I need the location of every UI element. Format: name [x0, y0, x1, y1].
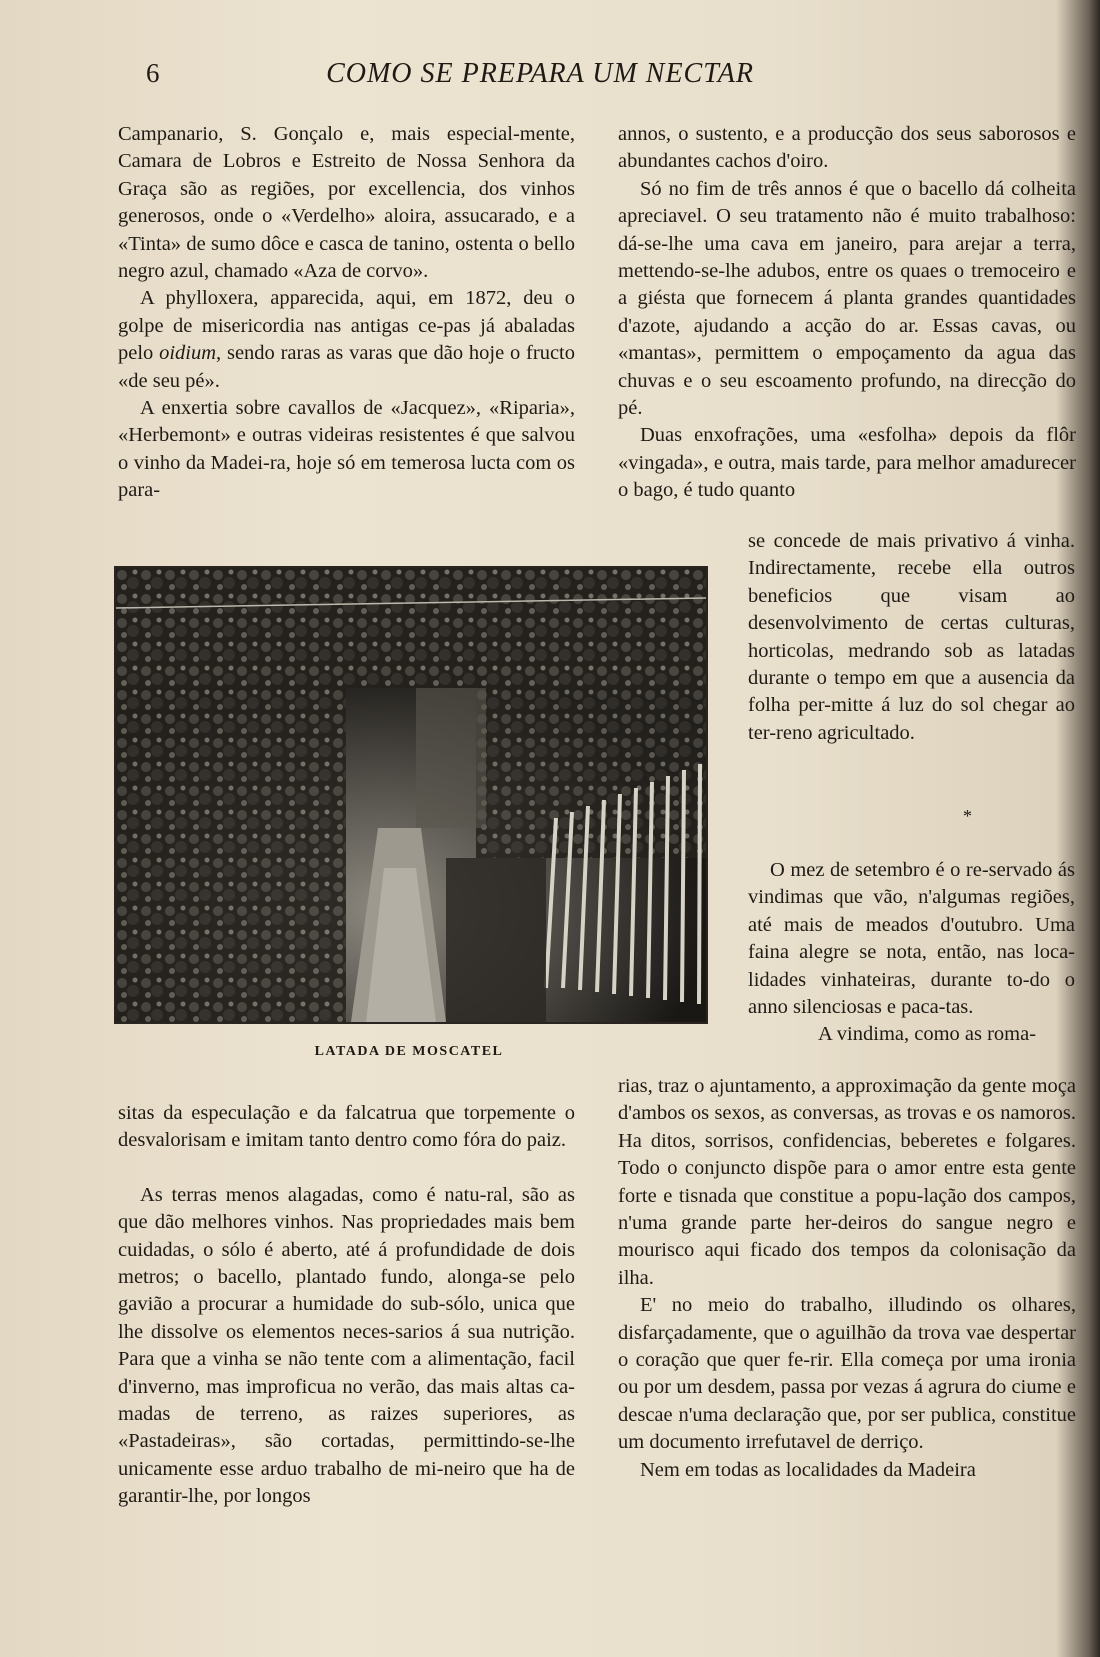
- page-number: 6: [146, 58, 160, 88]
- paragraph: Campanario, S. Gonçalo e, mais especial-mente, Camara de Lobros e Estreito de Nossa Senhora da Graça são as regiões, por excellencia, dos vinhos generosos, onde o «Verdelho» aloira, assucarado, e a «Tinta» de sumo dôce e casca de tanino, ostenta o bello negro azul, chamado «Aza de corvo».: [118, 123, 575, 283]
- left-column-top: [118, 121, 575, 505]
- paragraph: se concede de mais privativo á vinha. Indirectamente, recebe ella outros beneficios que visam ao desenvolvimento de certas culturas, horticolas, medrando sob as latadas durante o tempo em que a ausencia da folha per-mitte á luz do sol chegar ao ter-reno agricultado.: [748, 530, 1075, 744]
- paragraph: O mez de setembro é o re-servado ás vindimas que vão, n'algumas regiões, até mais de meados d'outubro. Uma faina alegre se nota, então, nas loca-lidades vinhateiras, durante to-do o anno silenciosas e paca-tas.: [748, 859, 1075, 1019]
- left-column-bottom: [118, 1100, 575, 1511]
- italic-term: oidium,: [159, 342, 222, 365]
- photo-caption: LATADA DE MOSCATEL: [314, 1044, 504, 1059]
- section-break-asterisk: *: [963, 806, 972, 826]
- paragraph-text: sendo raras as varas que dão hoje o fructo «de seu pé».: [118, 342, 575, 392]
- right-column-bottom: [618, 1073, 1076, 1484]
- paragraph: A enxertia sobre cavallos de «Jacquez», «Riparia», «Herbemont» e outras videiras resistentes é que salvou o vinho da Madei-ra, hoje só em temerosa lucta com os para-: [118, 397, 575, 502]
- right-column-top: [618, 121, 1076, 505]
- paragraph: E' no meio do trabalho, illudindo os olhares, disfarçadamente, que o aguilhão da trova vae despertar o coração que quer fe-rir. Ella começa por uma ironia ou por um desdem, passa por vezas á agrura do ciume e descae n'uma declaração que, por ser publica, constitue um documento irrefutavel de derriço.: [618, 1294, 1076, 1454]
- paragraph: [118, 285, 575, 395]
- paragraph-start: A vindima, como as roma-: [818, 1023, 1037, 1046]
- right-column-wrap-2: [748, 857, 1075, 1049]
- paragraph: Nem em todas as localidades da Madeira: [640, 1458, 976, 1481]
- paragraph: As terras menos alagadas, como é natu-ral, são as que dão melhores vinhos. Nas propriedades mais bem cuidadas, o sólo é aberto, até á profundidade de dois metros; o bacello, plantado fundo, alonga-se pelo gavião a procurar a humidade do sub-sólo, unica que lhe dissolve os elementos neces-sarios á sua nutrição. Para que a vinha se não tente com a alimentação, facil d'inverno, mas improficua no verão, das mais altas ca-madas de terreno, as raizes superiores, as «Pastadeiras», são cortadas, permittindo-se-lhe unicamente esse arduo trabalho de mi-neiro que ha de garantir-lhe, por longos: [118, 1183, 575, 1508]
- paragraph: sitas da especulação e da falcatrua que torpemente o desvalorisam e imitam tanto dentro como fóra do paiz.: [118, 1102, 575, 1152]
- paragraph: rias, traz o ajuntamento, a approximação da gente moça d'ambos os sexos, as conversas, as trovas e os namoros. Ha ditos, sorrisos, confidencias, beberetes e folgares. Todo o conjuncto dispõe para o amor entre esta gente forte e tisnada que constitue a popu-lação dos campos, n'uma grande parte her-deiros do sangue negro e mourisco aqui ficado dos tempos da colonisação da ilha.: [618, 1075, 1076, 1289]
- paragraph: Duas enxofrações, uma «esfolha» depois da flôr «vingada», e outra, mais tarde, para melhor amadurecer o bago, é tudo quanto: [618, 424, 1076, 502]
- paragraph: annos, o sustento, e a producção dos seus saborosos e abundantes cachos d'oiro.: [618, 123, 1076, 173]
- photograph-vine-arbor: [114, 566, 708, 1024]
- paragraph: Só no fim de três annos é que o bacello dá colheita apreciavel. O seu tratamento não é muito trabalhoso: dá-se-lhe uma cava em janeiro, para arejar a terra, mettendo-se-lhe adubos, entre os quaes o tremoceiro e a giésta que fornecem á planta grandes quantidades d'azote, ajudando a acção do ar. Essas cavas, ou «mantas», permittem o empoçamento da agua das chuvas e o seu escoamento profundo, na direcção do pé.: [618, 177, 1076, 420]
- paragraph-text: A phylloxera, apparecida, aqui, em 1872, deu o golpe de misericordia nas antigas ce-pas já abaladas pelo: [118, 287, 575, 365]
- right-column-wrap: [748, 528, 1075, 747]
- photograph-image: [116, 568, 706, 1022]
- paragraph-gap: [118, 1155, 575, 1182]
- running-title: COMO SE PREPARA UM NECTAR: [326, 58, 754, 89]
- page-header: [140, 58, 880, 98]
